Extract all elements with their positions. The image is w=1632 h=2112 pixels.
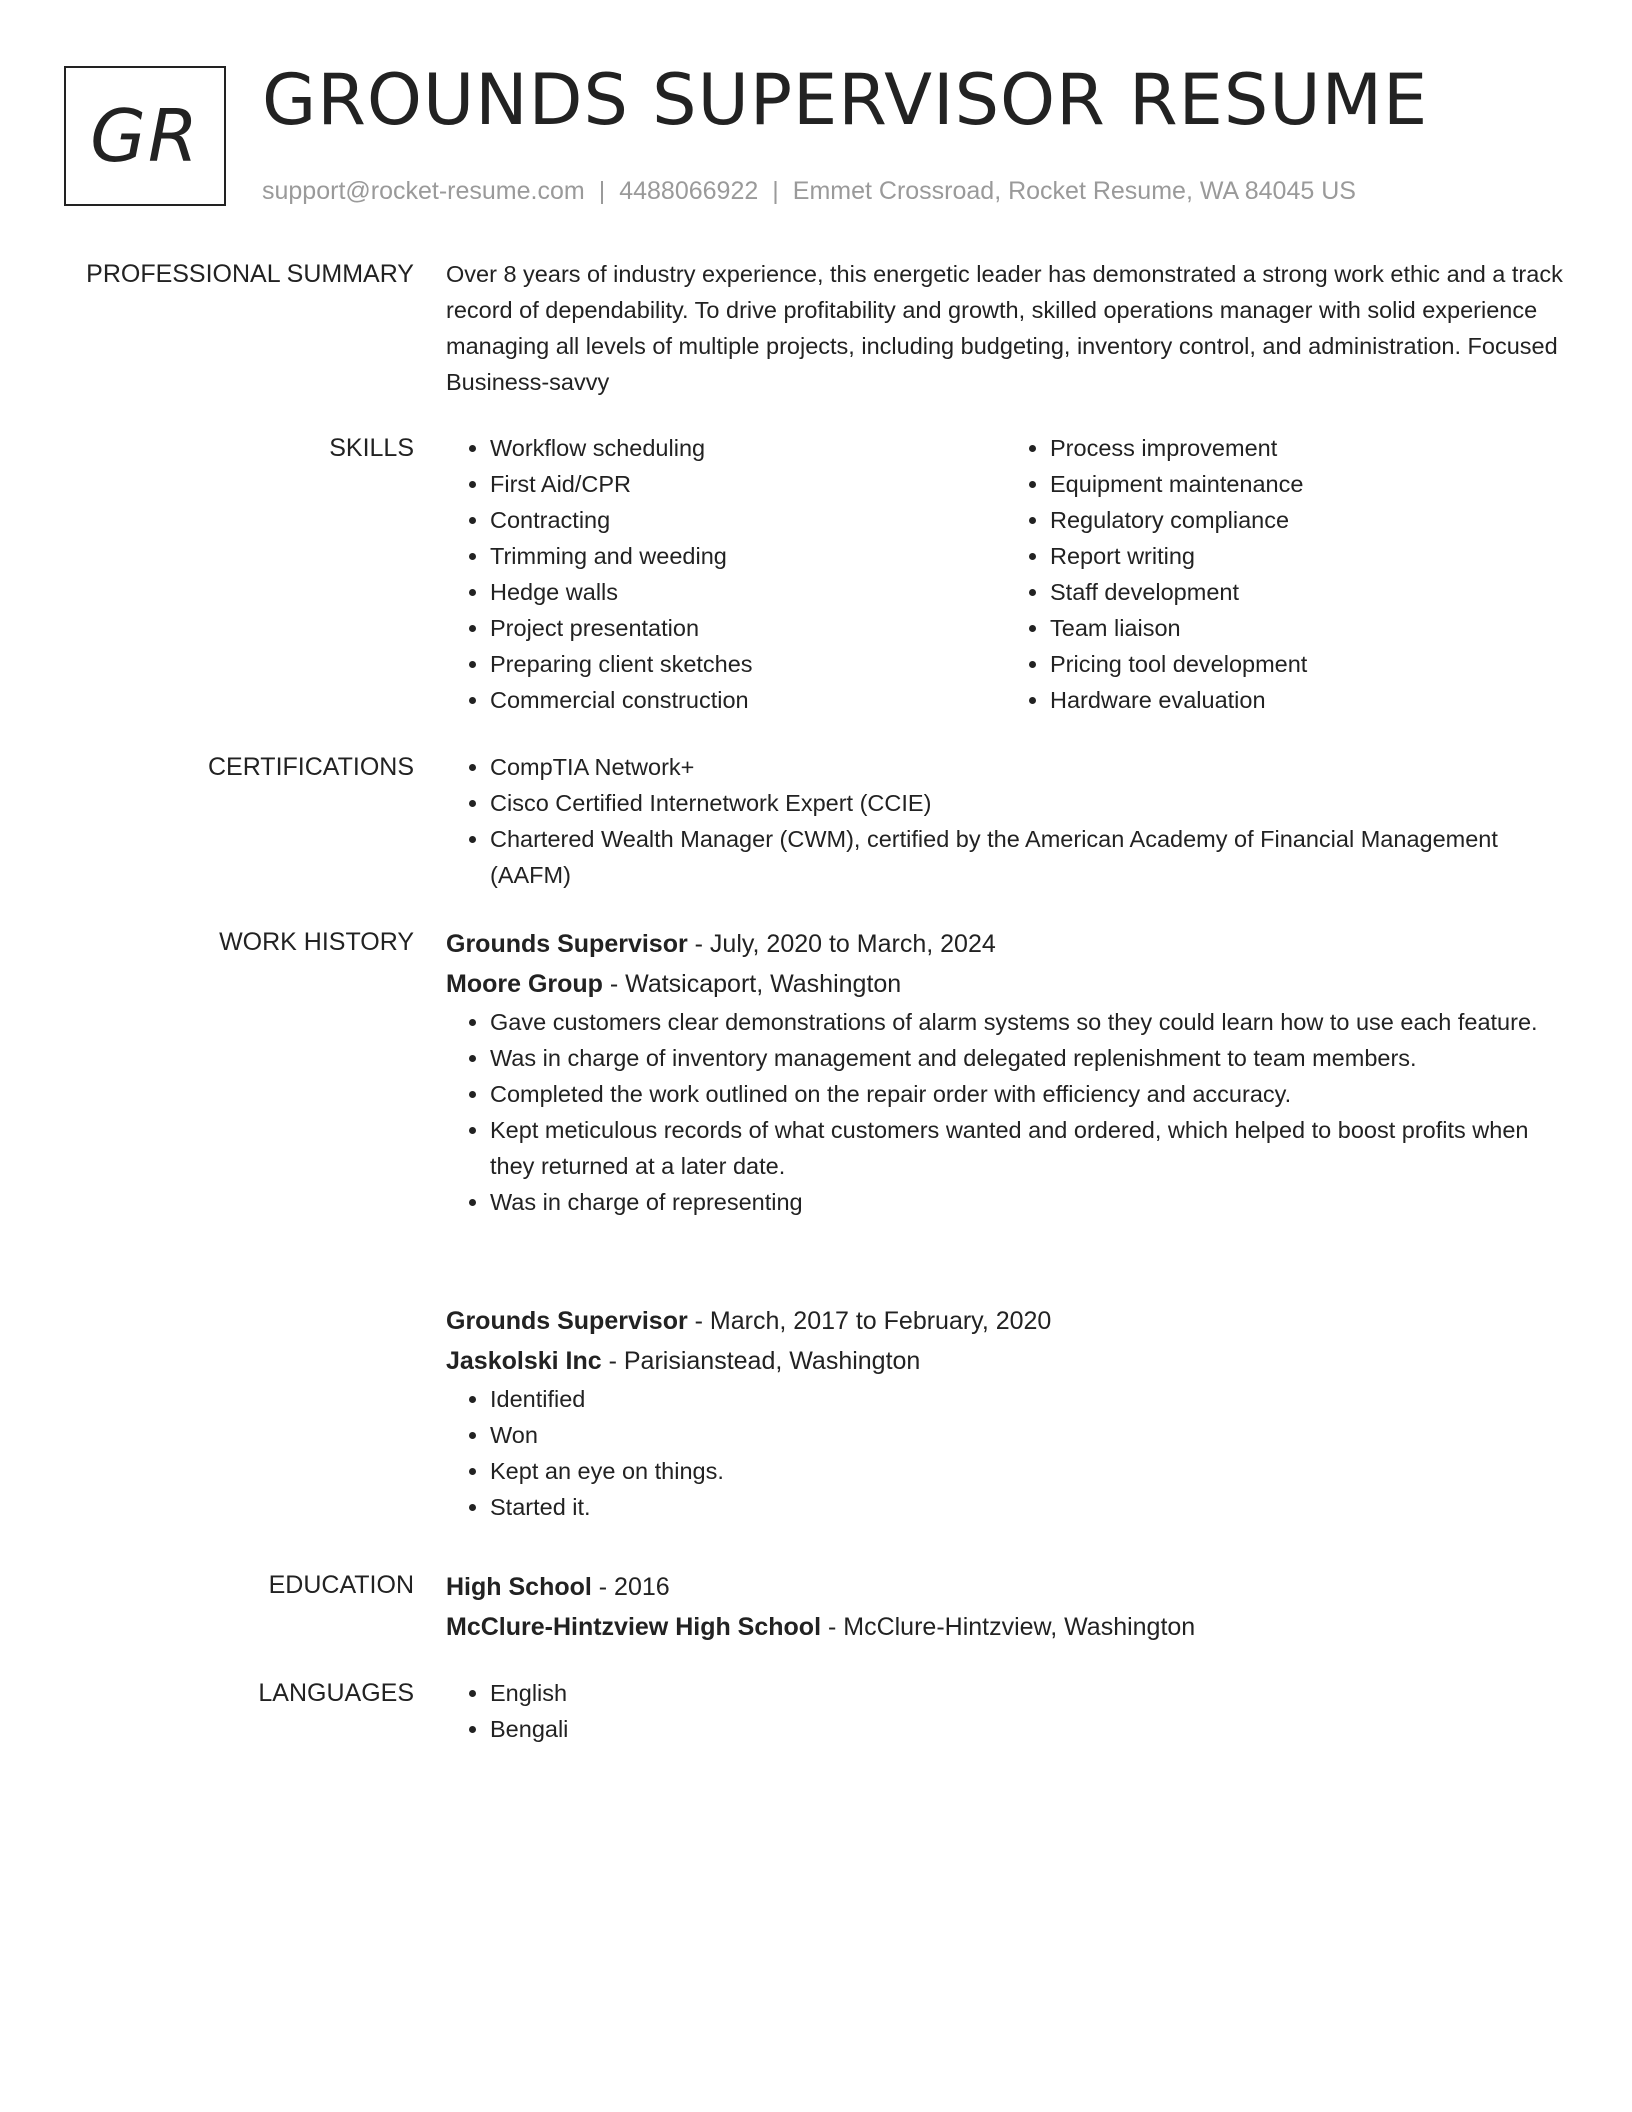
- skill-item: • Team liaison: [1050, 610, 1566, 646]
- job-duty-item: • Identified: [490, 1381, 1566, 1417]
- job-duty-item: • Won: [490, 1417, 1566, 1453]
- skill-item: • Regulatory compliance: [1050, 502, 1566, 538]
- certifications-list: [446, 749, 1566, 893]
- contact-address: Emmet Crossroad, Rocket Resume, WA 84045 US: [792, 177, 1356, 205]
- job-location: - Watsicaport, Washington: [602, 970, 902, 998]
- education-body: [446, 1567, 1566, 1647]
- skill-item: • Staff development: [1050, 574, 1566, 610]
- job-entry: [446, 1301, 1566, 1525]
- job-location: - Parisianstead, Washington: [601, 1347, 921, 1375]
- education-school-line: [446, 1607, 1566, 1647]
- summary-text: Over 8 years of industry experience, this energetic leader has demonstrated a strong work ethic and a track record of dependability. To drive profitability and growth, skilled operations manager with solid experience managing all levels of multiple projects, including budgeting, inventory control, and administration. Focused Business-savvy: [446, 261, 1563, 395]
- job-dates: - March, 2017 to February, 2020: [687, 1307, 1052, 1335]
- summary-body: [446, 256, 1566, 400]
- certification-item: • Cisco Certified Internetwork Expert (CCIE): [490, 785, 1566, 821]
- job-duties-list: [446, 1381, 1566, 1525]
- education-year: - 2016: [591, 1573, 670, 1601]
- skill-item: • Equipment maintenance: [1050, 466, 1566, 502]
- skill-item: • Report writing: [1050, 538, 1566, 574]
- resume-title: GROUNDS SUPERVISOR RESUME: [262, 59, 1429, 141]
- skill-item: • Preparing client sketches: [490, 646, 1006, 682]
- section-label-skills: SKILLS: [329, 434, 414, 462]
- job-title: Grounds Supervisor: [446, 1307, 688, 1335]
- skill-item: • Process improvement: [1050, 430, 1566, 466]
- job-title: Grounds Supervisor: [446, 930, 688, 958]
- work-history-body-2: [446, 1301, 1566, 1525]
- contact-email: support@rocket-resume.com: [262, 177, 585, 205]
- job-title-line: [446, 924, 1566, 964]
- work-history-body: [446, 924, 1566, 1220]
- job-duties-list: [446, 1004, 1566, 1220]
- monogram-initials: GR: [90, 94, 200, 178]
- skill-item: • Contracting: [490, 502, 1006, 538]
- skill-item: • Hardware evaluation: [1050, 682, 1566, 718]
- section-label-summary: PROFESSIONAL SUMMARY: [86, 260, 414, 288]
- skills-list-left: [446, 430, 1006, 718]
- languages-list: [446, 1675, 1566, 1747]
- certification-item: • Chartered Wealth Manager (CWM), certified by the American Academy of Financial Management (AAFM): [490, 821, 1566, 893]
- job-duty-item: • Started it.: [490, 1489, 1566, 1525]
- skills-list-right: [1006, 430, 1566, 718]
- job-entry: [446, 924, 1566, 1220]
- skill-item: • Hedge walls: [490, 574, 1006, 610]
- skill-item: • Commercial construction: [490, 682, 1006, 718]
- job-title-line: [446, 1301, 1566, 1341]
- certification-item: • CompTIA Network+: [490, 749, 1566, 785]
- skills-body: [446, 430, 1566, 718]
- skill-item: • Project presentation: [490, 610, 1006, 646]
- education-degree-line: [446, 1567, 1566, 1607]
- education-school: McClure-Hintzview High School: [446, 1613, 822, 1641]
- section-label-certifications: CERTIFICATIONS: [207, 753, 414, 781]
- contact-phone: 4488066922: [619, 177, 759, 205]
- contact-separator: |: [772, 177, 779, 205]
- skill-item: • Workflow scheduling: [490, 430, 1006, 466]
- job-duty-item: • Gave customers clear demonstrations of alarm systems so they could learn how to use each feature.: [490, 1004, 1566, 1040]
- monogram-box: [64, 66, 226, 206]
- job-duty-item: • Was in charge of inventory management and delegated replenishment to team members.: [490, 1040, 1566, 1076]
- section-label-work-history: WORK HISTORY: [219, 928, 414, 956]
- education-degree: High School: [446, 1573, 592, 1601]
- education-location: - McClure-Hintzview, Washington: [821, 1613, 1196, 1641]
- language-item: • Bengali: [490, 1711, 1566, 1747]
- skill-item: • Trimming and weeding: [490, 538, 1006, 574]
- job-company-line: [446, 1341, 1566, 1381]
- skill-item: • First Aid/CPR: [490, 466, 1006, 502]
- job-company-line: [446, 964, 1566, 1004]
- job-duty-item: • Kept an eye on things.: [490, 1453, 1566, 1489]
- contact-separator: |: [598, 177, 606, 205]
- section-label-languages: LANGUAGES: [258, 1679, 414, 1707]
- skill-item: • Pricing tool development: [1050, 646, 1566, 682]
- language-item: • English: [490, 1675, 1566, 1711]
- job-company: Moore Group: [446, 970, 603, 998]
- job-company: Jaskolski Inc: [446, 1347, 602, 1375]
- contact-line: [262, 174, 1356, 208]
- job-duty-item: • Kept meticulous records of what customers wanted and ordered, which helped to boost profits when they returned at a later date.: [490, 1112, 1566, 1184]
- job-duty-item: • Was in charge of representing: [490, 1184, 1566, 1220]
- job-dates: - July, 2020 to March, 2024: [687, 930, 996, 958]
- languages-body: [446, 1675, 1566, 1747]
- job-duty-item: • Completed the work outlined on the repair order with efficiency and accuracy.: [490, 1076, 1566, 1112]
- section-label-education: EDUCATION: [268, 1571, 414, 1599]
- certifications-body: [446, 749, 1566, 893]
- skills-grid: [446, 430, 1566, 718]
